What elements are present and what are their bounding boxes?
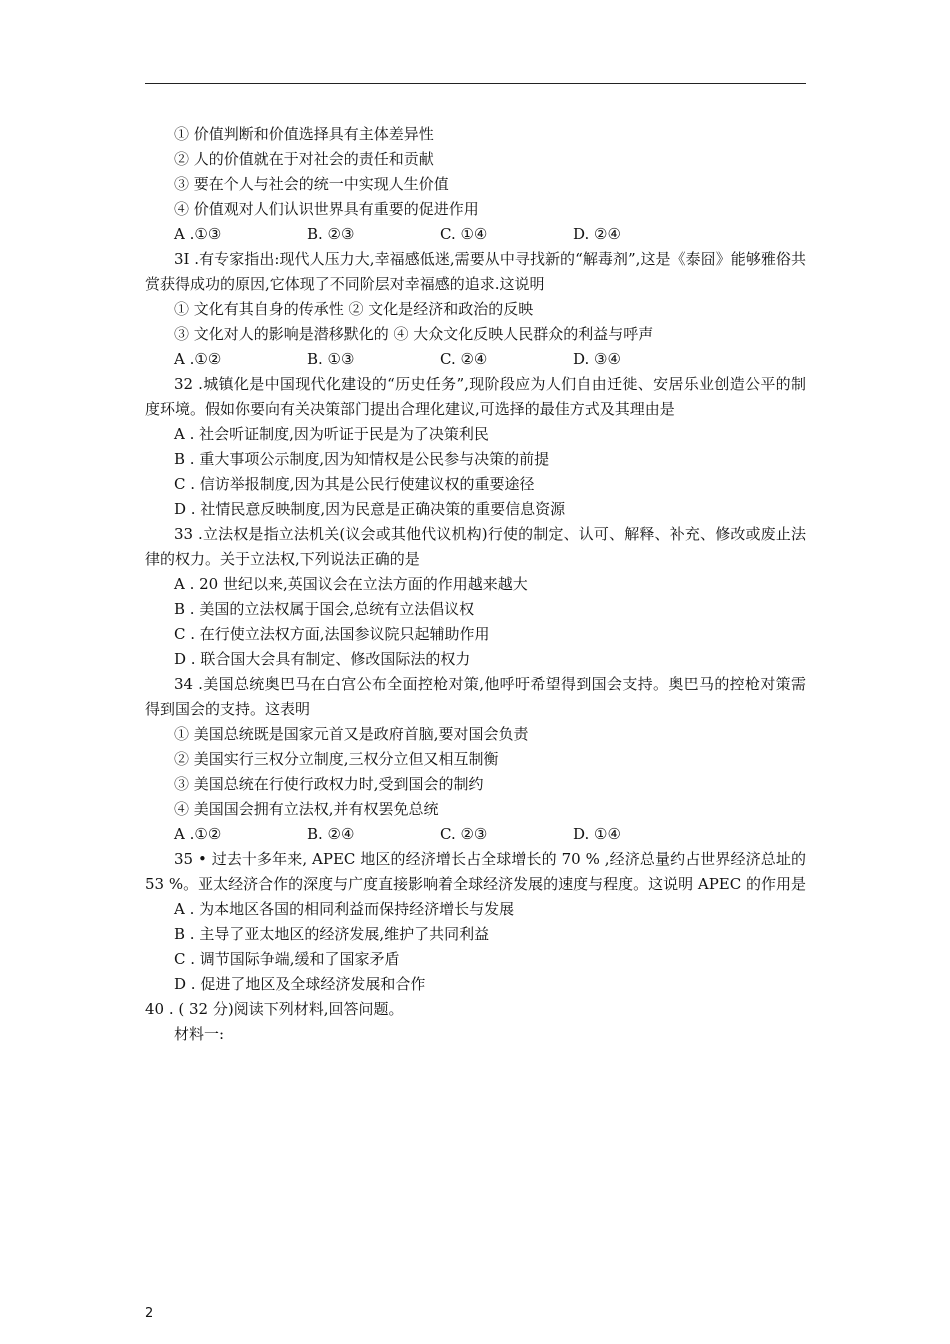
text-line: ③ 要在个人与社会的统一中实现人生价值 xyxy=(174,175,449,193)
text-line: D . 联合国大会具有制定、修改国际法的权力 xyxy=(174,650,471,668)
answer-options-row xyxy=(145,822,806,847)
text-line: ③ 美国总统在行使行政权力时,受到国会的制约 xyxy=(174,775,484,793)
answer-option: D. ②④ xyxy=(573,225,621,243)
text-line: D . 社情民意反映制度,因为民意是正确决策的重要信息资源 xyxy=(174,500,566,518)
answer-option: D. ③④ xyxy=(573,350,621,368)
document-body xyxy=(145,122,806,1047)
question-stem: 3I .有专家指出:现代人压力大,幸福感低迷,需要从中寻找新的“解毒剂”,这是《泰囧》能够雅俗共赏获得成功的原因,它体现了不同阶层对幸福感的追求.这说明 xyxy=(145,250,806,293)
text-line: C . 在行使立法权方面,法国参议院只起辅助作用 xyxy=(174,625,490,643)
answer-option: B. ①③ xyxy=(307,350,355,368)
header-rule xyxy=(145,83,806,84)
text-line: ③ 文化对人的影响是潜移默化的 ④ 大众文化反映人民群众的利益与呼声 xyxy=(174,325,654,343)
answer-option: A .①③ xyxy=(174,225,222,243)
text-line: B . 重大事项公示制度,因为知情权是公民参与决策的前提 xyxy=(174,450,550,468)
question-stem: 34 .美国总统奥巴马在白宫公布全面控枪对策,他呼吁希望得到国会支持。奥巴马的控枪对策需得到国会的支持。这表明 xyxy=(145,675,806,718)
text-line: ④ 价值观对人们认识世界具有重要的促进作用 xyxy=(174,200,479,218)
answer-option: A .①② xyxy=(174,825,222,843)
text-line: D . 促进了地区及全球经济发展和合作 xyxy=(174,975,426,993)
text-line: ② 人的价值就在于对社会的责任和贡献 xyxy=(174,150,434,168)
text-line: ④ 美国国会拥有立法权,并有权罢免总统 xyxy=(174,800,439,818)
text-line: C . 调节国际争端,缓和了国家矛盾 xyxy=(174,950,400,968)
question-stem: 33 .立法权是指立法机关(议会或其他代议机构)行使的制定、认可、解释、补充、修改或废止法律的权力。关于立法权,下列说法正确的是 xyxy=(145,525,806,568)
text-line: 材料一: xyxy=(174,1025,225,1043)
question-stem: 35 • 过去十多年来, APEC 地区的经济增长占全球增长的 70 % ,经济总量约占世界经济总址的 53 %。亚太经济合作的深度与广度直接影响着全球经济发展的速度与程度。这说明 APEC 的作用是 xyxy=(145,850,807,893)
answer-option: A .①② xyxy=(174,350,222,368)
text-line: A . 20 世纪以来,英国议会在立法方面的作用越来越大 xyxy=(174,575,528,593)
text-line: ① 价值判断和价值选择具有主体差异性 xyxy=(174,125,434,143)
text-line: A . 社会听证制度,因为听证于民是为了决策利民 xyxy=(174,425,489,443)
page-number: 2 xyxy=(145,1306,154,1321)
answer-option: D. ①④ xyxy=(573,825,621,843)
answer-option: B. ②③ xyxy=(307,225,355,243)
answer-option: C. ②③ xyxy=(440,825,488,843)
text-line: ① 美国总统既是国家元首又是政府首脑,要对国会负责 xyxy=(174,725,529,743)
text-line: A . 为本地区各国的相同利益而保持经济增长与发展 xyxy=(174,900,515,918)
text-line: B . 美国的立法权属于国会,总统有立法倡议权 xyxy=(174,600,475,618)
text-line: ① 文化有其自身的传承性 ② 文化是经济和政治的反映 xyxy=(174,300,534,318)
text-line: C . 信访举报制度,因为其是公民行使建议权的重要途径 xyxy=(174,475,535,493)
answer-option: B. ②④ xyxy=(307,825,355,843)
text-line: ② 美国实行三权分立制度,三权分立但又相互制衡 xyxy=(174,750,499,768)
section-heading: 40 . ( 32 分)阅读下列材料,回答问题。 xyxy=(145,1000,404,1018)
answer-options-row xyxy=(145,222,806,247)
text-line: B . 主导了亚太地区的经济发展,维护了共同利益 xyxy=(174,925,490,943)
answer-option: C. ②④ xyxy=(440,350,488,368)
question-stem: 32 .城镇化是中国现代化建设的“历史任务”,现阶段应为人们自由迁徙、安居乐业创造公平的制度环境。假如你要向有关决策部门提出合理化建议,可选择的最佳方式及其理由是 xyxy=(145,375,806,418)
answer-options-row xyxy=(145,347,806,372)
answer-option: C. ①④ xyxy=(440,225,488,243)
